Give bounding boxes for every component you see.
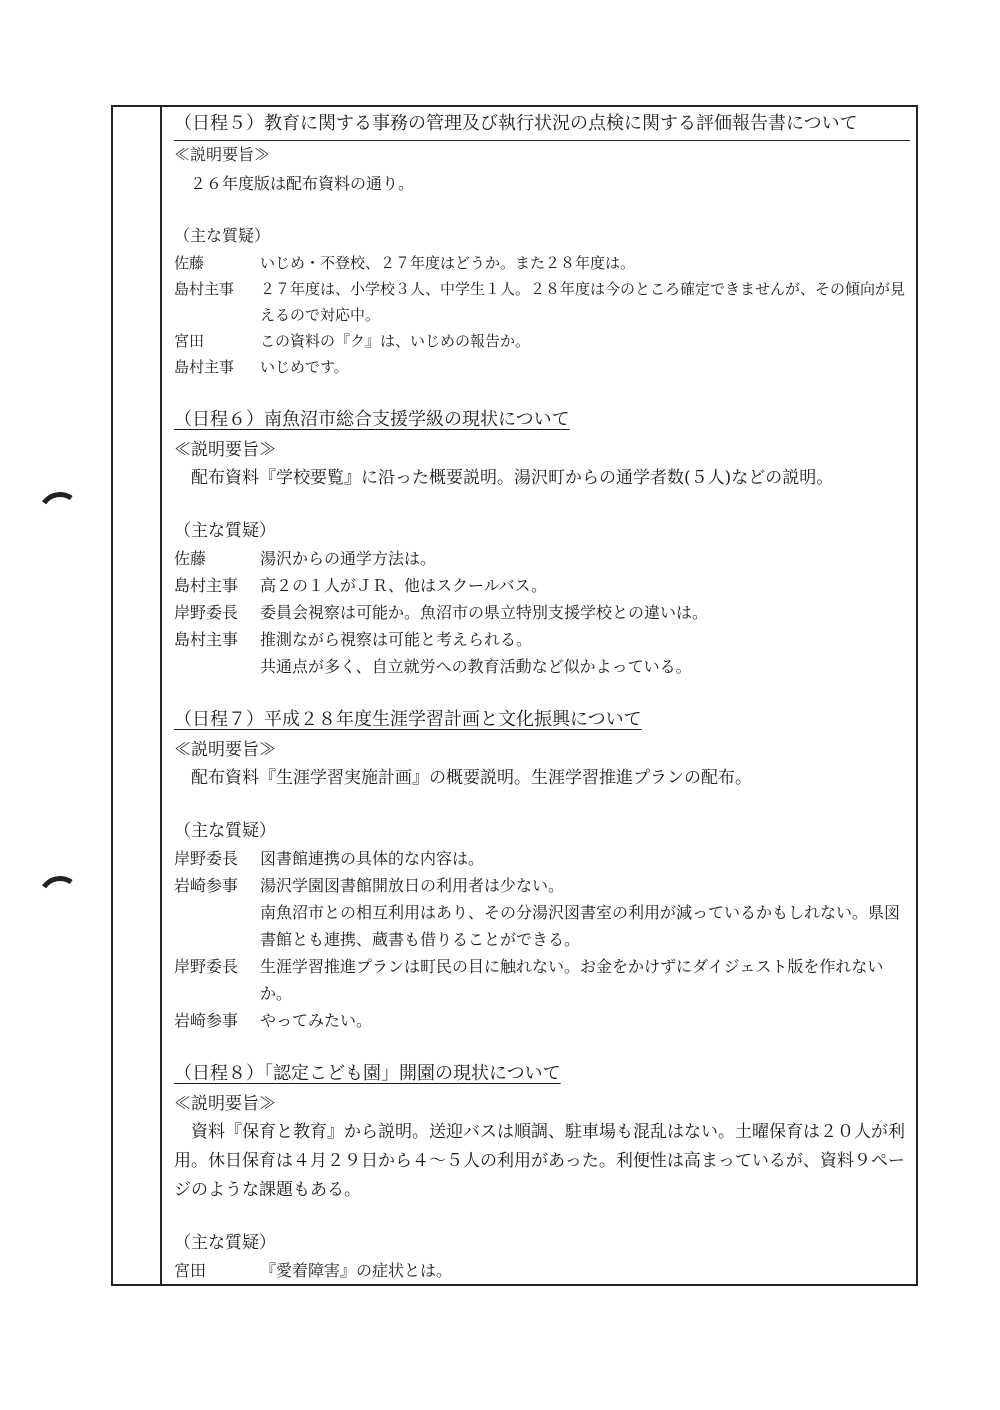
summary-label: ≪説明要旨≫ [174,145,271,164]
speaker: 岩崎参事 [174,1011,239,1030]
speaker: 岩崎参事 [174,876,239,895]
summary-text: 配布資料『生涯学習実施計画』の概要説明。生涯学習推進プランの配布。 [191,768,752,788]
section-title: （日程７）平成２８年度生涯学習計画と文化振興について [174,709,642,730]
speaker: 宮田 [174,332,205,350]
summary-text: 配布資料『学校要覧』に沿った概要説明。湯沢町からの通学者数(５人)などの説明。 [191,468,834,488]
speaker [174,899,260,953]
qa-row [174,872,910,899]
statement: いじめです。 [260,358,349,376]
speaker: 島村主事 [174,576,239,595]
statement: いじめ・不登校、２７年度はどうか。また２８年度は。 [260,254,636,272]
qa-row [174,328,910,354]
statement: 共通点が多く、自立就労への教育活動など似かよっている。 [260,657,692,676]
agenda-section-5 [174,108,910,380]
summary-text: 資料『保育と教育』から説明。送迎バスは順調、駐車場も混乱はない。土曜保育は２０人が利用。休日保育は４月２９日から４～５人の利用があった。利便性は高まっているが、資料９ページのような課題もある。 [174,1122,905,1200]
qa-row [174,653,910,680]
agenda-section-6 [174,404,910,680]
statement: この資料の『ク』は、いじめの報告か。 [260,332,531,350]
qa-row [174,953,910,1007]
agenda-section-8 [174,1058,910,1284]
column-divider [160,105,162,1284]
statement: 湯沢学園図書館開放日の利用者は少ない。 [260,876,565,895]
speaker: 佐藤 [174,254,205,272]
section-title: （日程６）南魚沼市総合支援学級の現状について [174,409,570,430]
statement: 高２の１人がＪＲ、他はスクールバス。 [260,576,548,595]
statement: 湯沢からの通学方法は。 [260,549,437,568]
qa-row [174,1257,910,1284]
qa-label: （主な質疑） [174,226,271,245]
statement: 生涯学習推進プランは町民の目に触れない。お金をかけずにダイジェスト版を作れないか。 [260,957,884,1003]
qa-label: （主な質疑） [174,521,276,541]
summary-text: ２６年度版は配布資料の通り。 [190,174,415,193]
qa-row [174,599,910,626]
qa-row [174,250,910,276]
speaker: 島村主事 [174,630,239,649]
speaker: 宮田 [174,1261,207,1280]
speaker: 島村主事 [174,280,235,298]
speaker: 島村主事 [174,358,235,376]
statement: 推測ながら視察は可能と考えられる。 [260,630,533,649]
speaker: 岸野委長 [174,957,239,976]
statement: 南魚沼市との相互利用はあり、その分湯沢図書室の利用が減っているかもしれない。県図書館とも連携、蔵書も借りることができる。 [260,903,901,949]
speaker: 岸野委長 [174,849,239,868]
speaker: 佐藤 [174,549,207,568]
qa-row [174,1007,910,1034]
qa-row [174,276,910,328]
qa-row [174,572,910,599]
summary-label: ≪説明要旨≫ [174,1094,276,1114]
qa-label: （主な質疑） [174,1233,276,1253]
section-title: （日程５）教育に関する事務の管理及び執行状況の点検に関する評価報告書について [174,108,910,141]
statement: ２７年度は、小学校３人、中学生１人。２８年度は今のところ確定できませんが、その傾向が見えるので対応中。 [260,280,906,324]
statement: やってみたい。 [260,1011,373,1030]
qa-row [174,354,910,380]
minutes-content [174,108,910,1284]
speaker [174,653,260,680]
qa-row [174,545,910,572]
qa-row [174,899,910,953]
qa-label: （主な質疑） [174,821,276,841]
statement: 図書館連携の具体的な内容は。 [260,849,485,868]
summary-label: ≪説明要旨≫ [174,440,276,460]
punch-hole-mark [35,873,86,924]
qa-row [174,626,910,653]
summary-label: ≪説明要旨≫ [174,740,276,760]
section-title: （日程８）「認定こども園」開園の現状について [174,1063,561,1084]
punch-hole-mark [35,489,86,540]
statement: 『愛着障害』の症状とは。 [260,1261,453,1280]
speaker: 岸野委長 [174,603,239,622]
qa-row [174,845,910,872]
statement: 委員会視察は可能か。魚沼市の県立特別支援学校との違いは。 [260,603,709,622]
agenda-section-7 [174,704,910,1034]
